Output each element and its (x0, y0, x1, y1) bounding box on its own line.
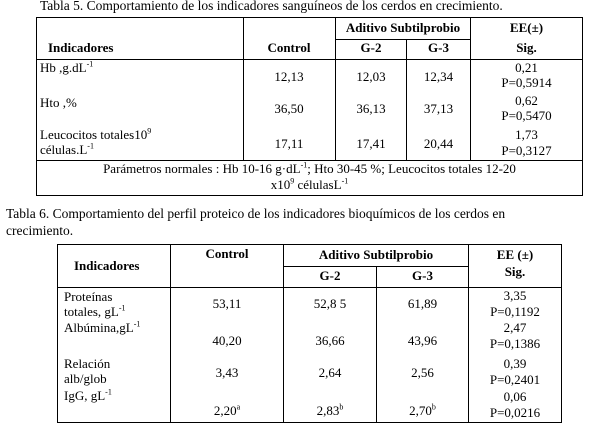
table6-cell-control: 3,43 (215, 365, 239, 380)
table5-cell-g2: 36,13 (356, 101, 386, 116)
table6-cell-g3: 2,56 (411, 365, 434, 380)
table5-cell-control: 17,11 (274, 136, 304, 151)
table5-cell-sig: P=0,3127 (501, 143, 552, 158)
table5-row-label: Hb $,g.dL^{-1}$ (40, 59, 94, 75)
table5-right-border (582, 17, 583, 196)
table5-cell-sig: P=0,5470 (501, 108, 552, 123)
table5-header-indicadores: Indicadores (48, 40, 114, 55)
table6-header-ee: EE (±) (496, 247, 534, 262)
table6-cell-g2: 36,66 (315, 333, 345, 348)
table5-cell-g2: 17,41 (356, 136, 386, 151)
table5-header-sig: Sig. (516, 40, 537, 55)
table5-cell-ee: 0,21 (515, 60, 538, 75)
table6-row-label: $Albú\min a,gL^{-1}$ (64, 319, 141, 335)
table6-cell-sig: P=0,0216 (489, 405, 541, 420)
table5-header-ee: EE(±) (509, 20, 544, 35)
table6-cell-sig: P=0,1386 (489, 336, 541, 351)
table6-row-label: Proteínas totales, $gL^{-1}$ (64, 289, 126, 319)
table6-cell-ee: 3,35 (503, 288, 527, 303)
table5-cell-control: 36,50 (274, 101, 304, 116)
table6-cell-g2: 2,83$^b$ (316, 402, 344, 418)
table5-caption: Tabla 5. Comportamiento de los indicadores sanguíneos de los cerdos en crecimiento. (40, 0, 503, 13)
table6-bottom-rule (57, 422, 562, 423)
table5-cell-sig: P=0,5914 (501, 75, 552, 90)
table6-top-rule (57, 244, 562, 245)
table6-row-label: Relación alb/glob (64, 356, 111, 386)
table6-header-sig: Sig. (504, 264, 526, 279)
table5-row-label: Hto ,% (40, 95, 77, 110)
table6-cell-control: 2,20$^a$ (213, 402, 241, 418)
table5-cell-g3: 20,44 (423, 136, 454, 151)
table6-cell-ee: 2,47 (503, 320, 527, 335)
table6-cell-ee: 0,06 (503, 389, 527, 404)
table6-left-border (57, 244, 58, 423)
table5-header-control: Control (267, 40, 311, 55)
table5-header-g3: G-3 (428, 40, 449, 55)
table5-cell-ee: 1,73 (515, 127, 538, 142)
table6-cell-g2: 2,64 (318, 365, 342, 380)
table5-row-label: Leucocitos $totales10^9$ $células.L^{-1}$ (40, 126, 152, 157)
table6-header-indicadores: Indicadores (74, 258, 140, 273)
table5-cell-ee: 0,62 (515, 93, 538, 108)
table6-cell-g3: 61,89 (407, 296, 438, 311)
table6-cell-g3: 2,70$^b$ (409, 402, 436, 418)
table5-cell-g3: 12,34 (423, 69, 454, 84)
table5-cell-g2: 12,03 (356, 69, 386, 84)
table6-cell-ee: 0,39 (503, 356, 527, 371)
table6-cell-g3: 43,96 (407, 333, 438, 348)
table6-cell-control: 53,11 (212, 296, 242, 311)
table6-header-control: Control (205, 246, 249, 261)
table5-end-rule (36, 195, 583, 196)
table5-header-additive: Aditivo Subtilprobio (345, 20, 461, 35)
table6-cell-g2: 52,8 5 (313, 296, 347, 311)
table6-header-additive: Aditivo Subtilprobio (318, 247, 434, 262)
table6-header-g3: G-3 (412, 268, 433, 283)
table5-cell-control: 12,13 (274, 69, 304, 84)
table6-cell-control: 40,20 (212, 333, 242, 348)
table6-row-label: IgG, $gL^{-1}$ (64, 387, 112, 403)
table5-cell-g3: 37,13 (423, 101, 454, 116)
table5-header-g2: G-2 (360, 40, 382, 55)
table6-header-g2: G-2 (319, 268, 341, 283)
table5-top-rule (36, 17, 583, 18)
table6-right-border (561, 244, 562, 423)
table6-caption: Tabla 6. Comportamiento del perfil proteico de los indicadores bioquímicos de los cerdos en crecimiento. (6, 206, 506, 238)
table6-cell-sig: P=0,2401 (489, 372, 541, 387)
table6-cell-sig: P=0,1192 (490, 304, 540, 319)
table5-footnote: Parámetros normales : Hb 10-16 $g\cdot dL^{-1}$; Hto 30-45 %; Leucocitos totales 12-20 $x10^9$ célulasL$^{-1}$ (103, 160, 516, 192)
